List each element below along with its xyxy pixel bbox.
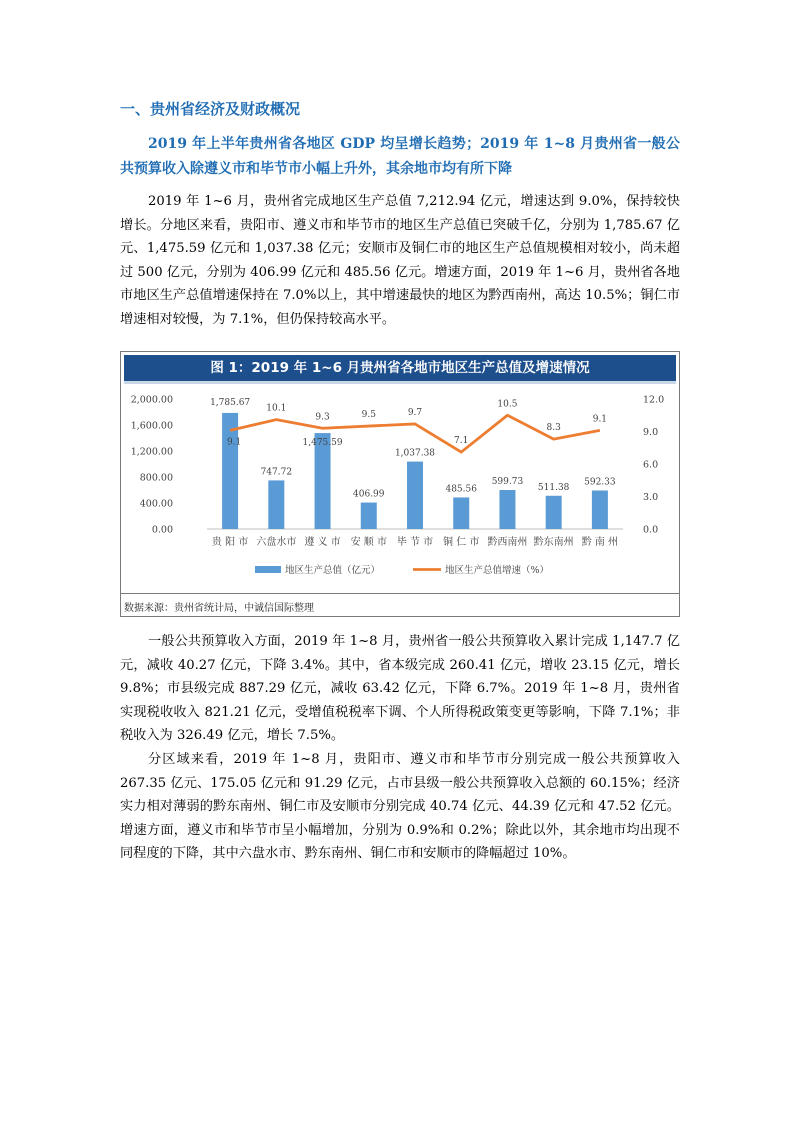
figure-title-underline	[124, 381, 676, 384]
y-right-tick-label: 12.0	[643, 394, 665, 406]
paragraph-budget-revenue: 一般公共预算收入方面，2019 年 1~8 月，贵州省一般公共预算收入累计完成 1,147.7 亿元，减收 40.27 亿元，下降 3.4%。其中，省本级完成 260.41 亿元，增收 23.15 亿元，增长 9.8%；市县级完成 887.29 亿元，减收 63.42 亿元，下降 6.7%。2019 年 1~8 月，贵州省实现税收收入 821.21 亿元，受增值税税率下调、个人所得税政策变更等影响，下降 7.1%；非税收入为 326.49 亿元，增长 7.5%。	[120, 634, 680, 744]
gdp-bar-label: 406.99	[353, 489, 385, 500]
x-category-label: 遵 义 市	[304, 537, 341, 548]
y-left-tick-label: 1,200.00	[130, 446, 173, 458]
legend-bar-swatch	[255, 566, 281, 573]
gdp-bar	[268, 480, 284, 529]
growth-label: 9.1	[592, 414, 608, 425]
x-category-label: 六盘水市	[256, 537, 297, 548]
y-right-tick-label: 9.0	[643, 427, 659, 438]
y-right-tick-label: 0.0	[643, 524, 659, 536]
x-category-label: 黔西南州	[487, 537, 528, 548]
legend-line-label: 地区生产总值增速（%）	[445, 565, 550, 576]
gdp-bar	[361, 503, 377, 529]
gdp-bar	[499, 490, 515, 529]
growth-label: 10.5	[497, 399, 518, 410]
x-category-label: 贵 阳 市	[211, 537, 249, 548]
growth-label: 9.1	[226, 437, 242, 448]
gdp-bar-label: 511.38	[537, 482, 570, 493]
paragraph-gdp-overview: 2019 年 1~6 月，贵州省完成地区生产总值 7,212.94 亿元，增速达到 9.0%，保持较快增长。分地区来看，贵阳市、遵义市和毕节市的地区生产总值已突破千亿，分别为 1,785.67 亿元、1,475.59 亿元和 1,037.38 亿元；安顺市及铜仁市的地区生产总值规模相对较小，尚未超过 500 亿元，分别为 406.99 亿元和 485.56 亿元。增速方面，2019 年 1~6 月，贵州省各地市地区生产总值增速保持在 7.0%以上，其中增速最快的地区为黔西南州，高达 10.5%；铜仁市增速相对较慢，为 7.1%，但仍保持较高水平。	[120, 194, 680, 327]
figure-title: 图 1：2019 年 1~6 月贵州省各地市地区生产总值及增速情况	[124, 355, 676, 381]
y-right-tick-label: 6.0	[643, 459, 659, 471]
y-left-tick-label: 2,000.00	[130, 394, 173, 406]
gdp-bar	[453, 497, 469, 529]
gdp-bar-label: 747.72	[260, 467, 293, 478]
gdp-bar-label: 1,785.67	[210, 397, 251, 408]
subheading: 2019 年上半年贵州省各地区 GDP 均呈增长趋势；2019 年 1~8 月贵州省一般公共预算收入除遵义市和毕节市小幅上升外，其余地市均有所下降	[120, 136, 680, 177]
gdp-combo-chart	[121, 385, 679, 591]
y-left-tick-label: 400.00	[139, 498, 173, 510]
gdp-bar	[407, 462, 423, 529]
y-left-tick-label: 1,600.00	[130, 420, 173, 432]
growth-label: 7.1	[454, 436, 469, 447]
gdp-bar-label: 599.73	[491, 477, 524, 488]
x-category-label: 毕 节 市	[396, 537, 434, 548]
growth-label: 8.3	[546, 423, 561, 434]
x-category-label: 黔 南 州	[581, 537, 619, 548]
figure-source: 数据来源：贵州省统计局，中诚信国际整理	[124, 603, 314, 614]
gdp-bar-label: 592.33	[584, 477, 616, 488]
x-category-label: 安 顺 市	[350, 537, 387, 548]
growth-label: 9.3	[315, 412, 330, 423]
x-category-label: 黔东南州	[533, 537, 574, 548]
paragraph-regional-revenue: 分区域来看，2019 年 1~8 月，贵阳市、遵义市和毕节市分别完成一般公共预算收入 267.35 亿元、175.05 亿元和 91.29 亿元，占市县级一般公共预算收入总额的 60.15%；经济实力相对薄弱的黔东南州、铜仁市及安顺市分别完成 40.74 亿元、44.39 亿元和 47.52 亿元。增速方面，遵义市和毕节市呈小幅增加，分别为 0.9%和 0.2%；除此以外，其余地市均出现不同程度的下降，其中六盘水市、黔东南州、铜仁市和安顺市的降幅超过 10%。	[120, 752, 680, 862]
growth-label: 9.5	[361, 410, 376, 421]
growth-label: 9.7	[407, 407, 423, 418]
growth-label: 10.1	[266, 403, 287, 414]
gdp-bar-label: 485.56	[445, 484, 477, 495]
y-left-tick-label: 0.00	[151, 524, 173, 536]
gdp-bar-label: 1,475.59	[302, 438, 343, 449]
growth-line	[230, 415, 600, 452]
figure-gdp-chart	[120, 351, 680, 617]
figure-divider	[121, 593, 679, 594]
y-left-tick-label: 800.00	[139, 472, 173, 484]
gdp-bar	[546, 496, 562, 529]
gdp-bar	[592, 490, 608, 529]
y-right-tick-label: 3.0	[643, 492, 659, 503]
section-heading: 一、贵州省经济及财政概况	[120, 100, 301, 118]
legend-bar-label: 地区生产总值（亿元）	[285, 565, 381, 576]
gdp-bar-label: 1,037.38	[394, 448, 436, 459]
x-category-label: 铜 仁 市	[443, 537, 480, 548]
